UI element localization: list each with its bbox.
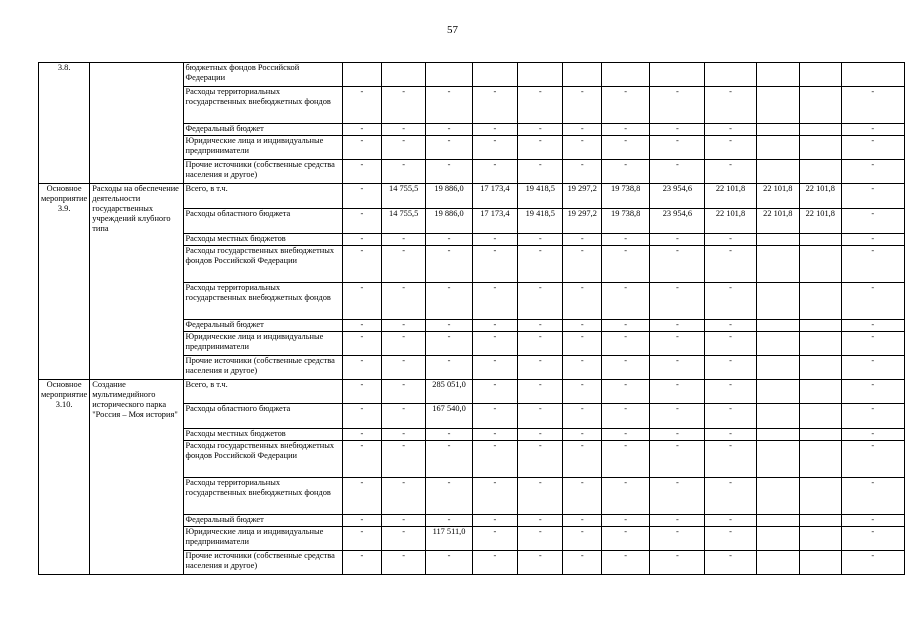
funding-source: Федеральный бюджет bbox=[183, 320, 342, 332]
value-cell bbox=[800, 87, 841, 124]
value-cell: - bbox=[841, 356, 905, 380]
value-cell: - bbox=[841, 515, 905, 527]
value-cell: - bbox=[841, 124, 905, 136]
value-cell: - bbox=[342, 136, 381, 160]
value-cell: - bbox=[602, 87, 650, 124]
value-cell: 23 954,6 bbox=[650, 184, 705, 209]
value-cell: - bbox=[426, 429, 472, 441]
value-cell: 167 540,0 bbox=[426, 404, 472, 429]
activity-code: Основное мероприятие 3.9. bbox=[39, 184, 90, 380]
value-cell: 14 755,5 bbox=[381, 209, 425, 234]
value-cell: - bbox=[705, 527, 756, 551]
value-cell: - bbox=[426, 356, 472, 380]
value-cell: - bbox=[426, 320, 472, 332]
value-cell bbox=[800, 63, 841, 87]
value-cell bbox=[800, 283, 841, 320]
activity-name bbox=[90, 63, 183, 184]
value-cell bbox=[756, 320, 799, 332]
value-cell: - bbox=[342, 246, 381, 283]
value-cell: 22 101,8 bbox=[756, 184, 799, 209]
value-cell: - bbox=[602, 356, 650, 380]
value-cell: - bbox=[472, 124, 517, 136]
value-cell: - bbox=[602, 429, 650, 441]
value-cell bbox=[650, 63, 705, 87]
value-cell: - bbox=[342, 234, 381, 246]
funding-source: Юридические лица и индивидуальные предприниматели bbox=[183, 332, 342, 356]
value-cell bbox=[800, 160, 841, 184]
value-cell bbox=[756, 246, 799, 283]
value-cell: 19 738,8 bbox=[602, 184, 650, 209]
value-cell: - bbox=[381, 429, 425, 441]
value-cell: - bbox=[602, 441, 650, 478]
funding-source: Расходы областного бюджета bbox=[183, 209, 342, 234]
value-cell: - bbox=[602, 246, 650, 283]
value-cell: - bbox=[705, 246, 756, 283]
funding-source: Расходы территориальных государственных внебюджетных фондов bbox=[183, 283, 342, 320]
value-cell: - bbox=[705, 136, 756, 160]
value-cell: - bbox=[563, 246, 602, 283]
value-cell: 19 418,5 bbox=[518, 184, 563, 209]
value-cell: - bbox=[472, 136, 517, 160]
value-cell: - bbox=[342, 429, 381, 441]
value-cell: - bbox=[342, 515, 381, 527]
value-cell: - bbox=[518, 515, 563, 527]
value-cell: - bbox=[381, 87, 425, 124]
value-cell: 17 173,4 bbox=[472, 184, 517, 209]
funding-source: Расходы государственных внебюджетных фондов Российской Федерации bbox=[183, 441, 342, 478]
value-cell: - bbox=[518, 234, 563, 246]
value-cell: - bbox=[381, 332, 425, 356]
value-cell bbox=[756, 527, 799, 551]
value-cell: - bbox=[563, 124, 602, 136]
value-cell: - bbox=[705, 515, 756, 527]
value-cell: - bbox=[426, 234, 472, 246]
value-cell: - bbox=[426, 160, 472, 184]
value-cell: - bbox=[650, 478, 705, 515]
value-cell: - bbox=[472, 332, 517, 356]
value-cell: - bbox=[342, 124, 381, 136]
value-cell: - bbox=[381, 136, 425, 160]
value-cell: - bbox=[602, 515, 650, 527]
value-cell: - bbox=[650, 380, 705, 404]
value-cell bbox=[602, 63, 650, 87]
value-cell: - bbox=[426, 246, 472, 283]
value-cell: 22 101,8 bbox=[756, 209, 799, 234]
value-cell: - bbox=[381, 527, 425, 551]
value-cell: 19 418,5 bbox=[518, 209, 563, 234]
value-cell: - bbox=[650, 356, 705, 380]
value-cell: - bbox=[602, 527, 650, 551]
value-cell: - bbox=[342, 87, 381, 124]
value-cell: - bbox=[705, 380, 756, 404]
value-cell: - bbox=[518, 246, 563, 283]
value-cell: - bbox=[426, 124, 472, 136]
value-cell: 19 886,0 bbox=[426, 209, 472, 234]
value-cell: - bbox=[563, 527, 602, 551]
value-cell: - bbox=[650, 441, 705, 478]
value-cell bbox=[841, 63, 905, 87]
value-cell: - bbox=[381, 404, 425, 429]
table-row bbox=[39, 63, 905, 87]
value-cell bbox=[800, 124, 841, 136]
value-cell bbox=[756, 404, 799, 429]
value-cell bbox=[563, 63, 602, 87]
value-cell bbox=[518, 63, 563, 87]
value-cell: - bbox=[342, 283, 381, 320]
value-cell: - bbox=[602, 234, 650, 246]
value-cell bbox=[800, 332, 841, 356]
value-cell: - bbox=[841, 429, 905, 441]
value-cell: - bbox=[518, 478, 563, 515]
funding-source: Расходы местных бюджетов bbox=[183, 429, 342, 441]
page-number: 57 bbox=[447, 24, 458, 36]
value-cell: - bbox=[381, 283, 425, 320]
value-cell bbox=[800, 380, 841, 404]
value-cell: - bbox=[650, 551, 705, 575]
value-cell: - bbox=[563, 441, 602, 478]
value-cell: - bbox=[342, 209, 381, 234]
funding-source: Юридические лица и индивидуальные предприниматели bbox=[183, 136, 342, 160]
value-cell: - bbox=[381, 234, 425, 246]
value-cell bbox=[800, 136, 841, 160]
funding-source: Федеральный бюджет bbox=[183, 515, 342, 527]
value-cell: 117 511,0 bbox=[426, 527, 472, 551]
value-cell: - bbox=[426, 478, 472, 515]
value-cell: - bbox=[563, 234, 602, 246]
value-cell: - bbox=[342, 380, 381, 404]
value-cell: - bbox=[705, 404, 756, 429]
value-cell bbox=[756, 234, 799, 246]
value-cell: - bbox=[381, 124, 425, 136]
table-row bbox=[39, 380, 905, 404]
value-cell bbox=[800, 320, 841, 332]
value-cell: - bbox=[650, 234, 705, 246]
value-cell bbox=[756, 551, 799, 575]
funding-source: Юридические лица и индивидуальные предприниматели bbox=[183, 527, 342, 551]
value-cell: - bbox=[518, 136, 563, 160]
value-cell: 22 101,8 bbox=[800, 184, 841, 209]
value-cell: - bbox=[602, 124, 650, 136]
value-cell: - bbox=[563, 136, 602, 160]
funding-source: Расходы территориальных государственных внебюджетных фондов bbox=[183, 87, 342, 124]
value-cell: - bbox=[381, 160, 425, 184]
value-cell: - bbox=[602, 478, 650, 515]
funding-source: Всего, в т.ч. bbox=[183, 380, 342, 404]
value-cell bbox=[342, 63, 381, 87]
value-cell: - bbox=[518, 380, 563, 404]
value-cell: - bbox=[563, 87, 602, 124]
value-cell: - bbox=[841, 478, 905, 515]
value-cell: - bbox=[841, 209, 905, 234]
value-cell: - bbox=[518, 332, 563, 356]
value-cell: - bbox=[841, 320, 905, 332]
value-cell: - bbox=[381, 441, 425, 478]
value-cell: - bbox=[472, 320, 517, 332]
funding-source: Прочие источники (собственные средства населения и другое) bbox=[183, 160, 342, 184]
value-cell: - bbox=[602, 332, 650, 356]
value-cell: - bbox=[381, 478, 425, 515]
value-cell: - bbox=[563, 429, 602, 441]
funding-source: Прочие источники (собственные средства населения и другое) bbox=[183, 551, 342, 575]
value-cell: - bbox=[705, 160, 756, 184]
value-cell bbox=[756, 441, 799, 478]
value-cell: - bbox=[841, 160, 905, 184]
value-cell: - bbox=[650, 246, 705, 283]
value-cell: - bbox=[342, 404, 381, 429]
value-cell: - bbox=[342, 184, 381, 209]
value-cell: - bbox=[472, 356, 517, 380]
activity-code: Основное мероприятие 3.10. bbox=[39, 380, 90, 575]
value-cell bbox=[756, 136, 799, 160]
value-cell: - bbox=[472, 441, 517, 478]
value-cell: 19 297,2 bbox=[563, 209, 602, 234]
value-cell bbox=[800, 441, 841, 478]
value-cell: - bbox=[381, 551, 425, 575]
value-cell: - bbox=[563, 404, 602, 429]
value-cell: - bbox=[705, 332, 756, 356]
funding-source: Расходы областного бюджета bbox=[183, 404, 342, 429]
value-cell: - bbox=[342, 356, 381, 380]
value-cell: - bbox=[342, 160, 381, 184]
value-cell: - bbox=[518, 404, 563, 429]
value-cell: - bbox=[563, 283, 602, 320]
value-cell: - bbox=[602, 380, 650, 404]
value-cell bbox=[756, 124, 799, 136]
value-cell bbox=[800, 551, 841, 575]
value-cell: - bbox=[472, 429, 517, 441]
value-cell: - bbox=[705, 356, 756, 380]
value-cell: - bbox=[342, 441, 381, 478]
value-cell: - bbox=[841, 527, 905, 551]
value-cell: - bbox=[563, 380, 602, 404]
value-cell: - bbox=[563, 551, 602, 575]
value-cell bbox=[756, 332, 799, 356]
value-cell: - bbox=[841, 246, 905, 283]
value-cell: - bbox=[705, 320, 756, 332]
value-cell: - bbox=[472, 551, 517, 575]
value-cell: - bbox=[705, 283, 756, 320]
value-cell bbox=[756, 63, 799, 87]
value-cell: - bbox=[705, 124, 756, 136]
value-cell: 17 173,4 bbox=[472, 209, 517, 234]
value-cell: - bbox=[518, 441, 563, 478]
funding-source: Расходы территориальных государственных внебюджетных фондов bbox=[183, 478, 342, 515]
value-cell bbox=[381, 63, 425, 87]
value-cell: - bbox=[650, 404, 705, 429]
value-cell: 22 101,8 bbox=[800, 209, 841, 234]
value-cell: - bbox=[342, 527, 381, 551]
funding-source: Прочие источники (собственные средства населения и другое) bbox=[183, 356, 342, 380]
value-cell bbox=[756, 515, 799, 527]
value-cell: 14 755,5 bbox=[381, 184, 425, 209]
value-cell: - bbox=[472, 478, 517, 515]
value-cell bbox=[756, 429, 799, 441]
funding-source: Федеральный бюджет bbox=[183, 124, 342, 136]
value-cell: - bbox=[841, 87, 905, 124]
value-cell: - bbox=[426, 441, 472, 478]
value-cell: - bbox=[381, 246, 425, 283]
value-cell: - bbox=[518, 87, 563, 124]
value-cell: 22 101,8 bbox=[705, 184, 756, 209]
value-cell: - bbox=[518, 429, 563, 441]
value-cell bbox=[800, 478, 841, 515]
value-cell: - bbox=[705, 441, 756, 478]
value-cell bbox=[800, 246, 841, 283]
value-cell: - bbox=[650, 87, 705, 124]
value-cell: - bbox=[381, 320, 425, 332]
value-cell: - bbox=[602, 283, 650, 320]
value-cell: - bbox=[381, 380, 425, 404]
funding-source: Расходы государственных внебюджетных фондов Российской Федерации bbox=[183, 246, 342, 283]
value-cell bbox=[756, 160, 799, 184]
value-cell: - bbox=[563, 332, 602, 356]
value-cell: - bbox=[650, 332, 705, 356]
funding-source: Расходы местных бюджетов bbox=[183, 234, 342, 246]
value-cell: - bbox=[650, 429, 705, 441]
value-cell: - bbox=[518, 551, 563, 575]
value-cell: - bbox=[426, 551, 472, 575]
value-cell: - bbox=[426, 515, 472, 527]
value-cell: - bbox=[705, 429, 756, 441]
value-cell: 285 051,0 bbox=[426, 380, 472, 404]
value-cell: 23 954,6 bbox=[650, 209, 705, 234]
value-cell: 19 738,8 bbox=[602, 209, 650, 234]
funding-source: Всего, в т.ч. bbox=[183, 184, 342, 209]
value-cell: - bbox=[518, 124, 563, 136]
value-cell: - bbox=[381, 515, 425, 527]
value-cell bbox=[472, 63, 517, 87]
value-cell: - bbox=[472, 380, 517, 404]
value-cell: - bbox=[602, 551, 650, 575]
budget-table bbox=[38, 62, 905, 575]
value-cell: 19 886,0 bbox=[426, 184, 472, 209]
value-cell: - bbox=[472, 404, 517, 429]
value-cell bbox=[800, 404, 841, 429]
activity-name: Расходы на обеспечение деятельности государственных учреждений клубного типа bbox=[90, 184, 183, 380]
value-cell: - bbox=[342, 332, 381, 356]
value-cell: - bbox=[705, 87, 756, 124]
value-cell: - bbox=[705, 551, 756, 575]
value-cell: - bbox=[472, 160, 517, 184]
value-cell bbox=[800, 356, 841, 380]
value-cell bbox=[800, 527, 841, 551]
value-cell bbox=[800, 515, 841, 527]
value-cell: - bbox=[650, 527, 705, 551]
value-cell: - bbox=[518, 527, 563, 551]
value-cell: - bbox=[602, 136, 650, 160]
value-cell: - bbox=[650, 515, 705, 527]
value-cell: - bbox=[518, 356, 563, 380]
value-cell: - bbox=[602, 404, 650, 429]
value-cell: - bbox=[472, 246, 517, 283]
value-cell: - bbox=[472, 87, 517, 124]
value-cell: - bbox=[650, 283, 705, 320]
value-cell bbox=[800, 429, 841, 441]
value-cell: - bbox=[472, 283, 517, 320]
value-cell: - bbox=[563, 478, 602, 515]
value-cell: - bbox=[650, 124, 705, 136]
value-cell bbox=[800, 234, 841, 246]
value-cell: 19 297,2 bbox=[563, 184, 602, 209]
value-cell: - bbox=[563, 356, 602, 380]
value-cell bbox=[756, 87, 799, 124]
value-cell: - bbox=[518, 283, 563, 320]
value-cell: - bbox=[841, 551, 905, 575]
value-cell: - bbox=[342, 478, 381, 515]
value-cell: - bbox=[472, 515, 517, 527]
value-cell bbox=[756, 356, 799, 380]
value-cell: - bbox=[342, 320, 381, 332]
value-cell: - bbox=[841, 332, 905, 356]
value-cell: - bbox=[518, 160, 563, 184]
value-cell: - bbox=[426, 87, 472, 124]
value-cell: - bbox=[426, 332, 472, 356]
value-cell: 22 101,8 bbox=[705, 209, 756, 234]
table-row bbox=[39, 184, 905, 209]
value-cell bbox=[756, 380, 799, 404]
value-cell: - bbox=[563, 320, 602, 332]
value-cell: - bbox=[841, 404, 905, 429]
activity-name: Создание мультимедийного исторического парка "Россия – Моя история" bbox=[90, 380, 183, 575]
value-cell: - bbox=[650, 320, 705, 332]
activity-code: 3.8. bbox=[39, 63, 90, 184]
value-cell bbox=[756, 478, 799, 515]
value-cell: - bbox=[563, 160, 602, 184]
value-cell: - bbox=[841, 234, 905, 246]
value-cell: - bbox=[841, 441, 905, 478]
value-cell: - bbox=[563, 515, 602, 527]
value-cell: - bbox=[472, 527, 517, 551]
value-cell: - bbox=[426, 283, 472, 320]
value-cell: - bbox=[381, 356, 425, 380]
value-cell: - bbox=[705, 478, 756, 515]
funding-source: бюджетных фондов Российской Федерации bbox=[183, 63, 342, 87]
value-cell: - bbox=[650, 160, 705, 184]
value-cell bbox=[705, 63, 756, 87]
value-cell: - bbox=[472, 234, 517, 246]
value-cell: - bbox=[705, 234, 756, 246]
value-cell: - bbox=[342, 551, 381, 575]
value-cell bbox=[426, 63, 472, 87]
value-cell: - bbox=[602, 320, 650, 332]
value-cell: - bbox=[841, 283, 905, 320]
value-cell: - bbox=[841, 184, 905, 209]
value-cell: - bbox=[841, 136, 905, 160]
value-cell: - bbox=[426, 136, 472, 160]
value-cell: - bbox=[518, 320, 563, 332]
value-cell: - bbox=[650, 136, 705, 160]
value-cell bbox=[756, 283, 799, 320]
value-cell: - bbox=[602, 160, 650, 184]
value-cell: - bbox=[841, 380, 905, 404]
